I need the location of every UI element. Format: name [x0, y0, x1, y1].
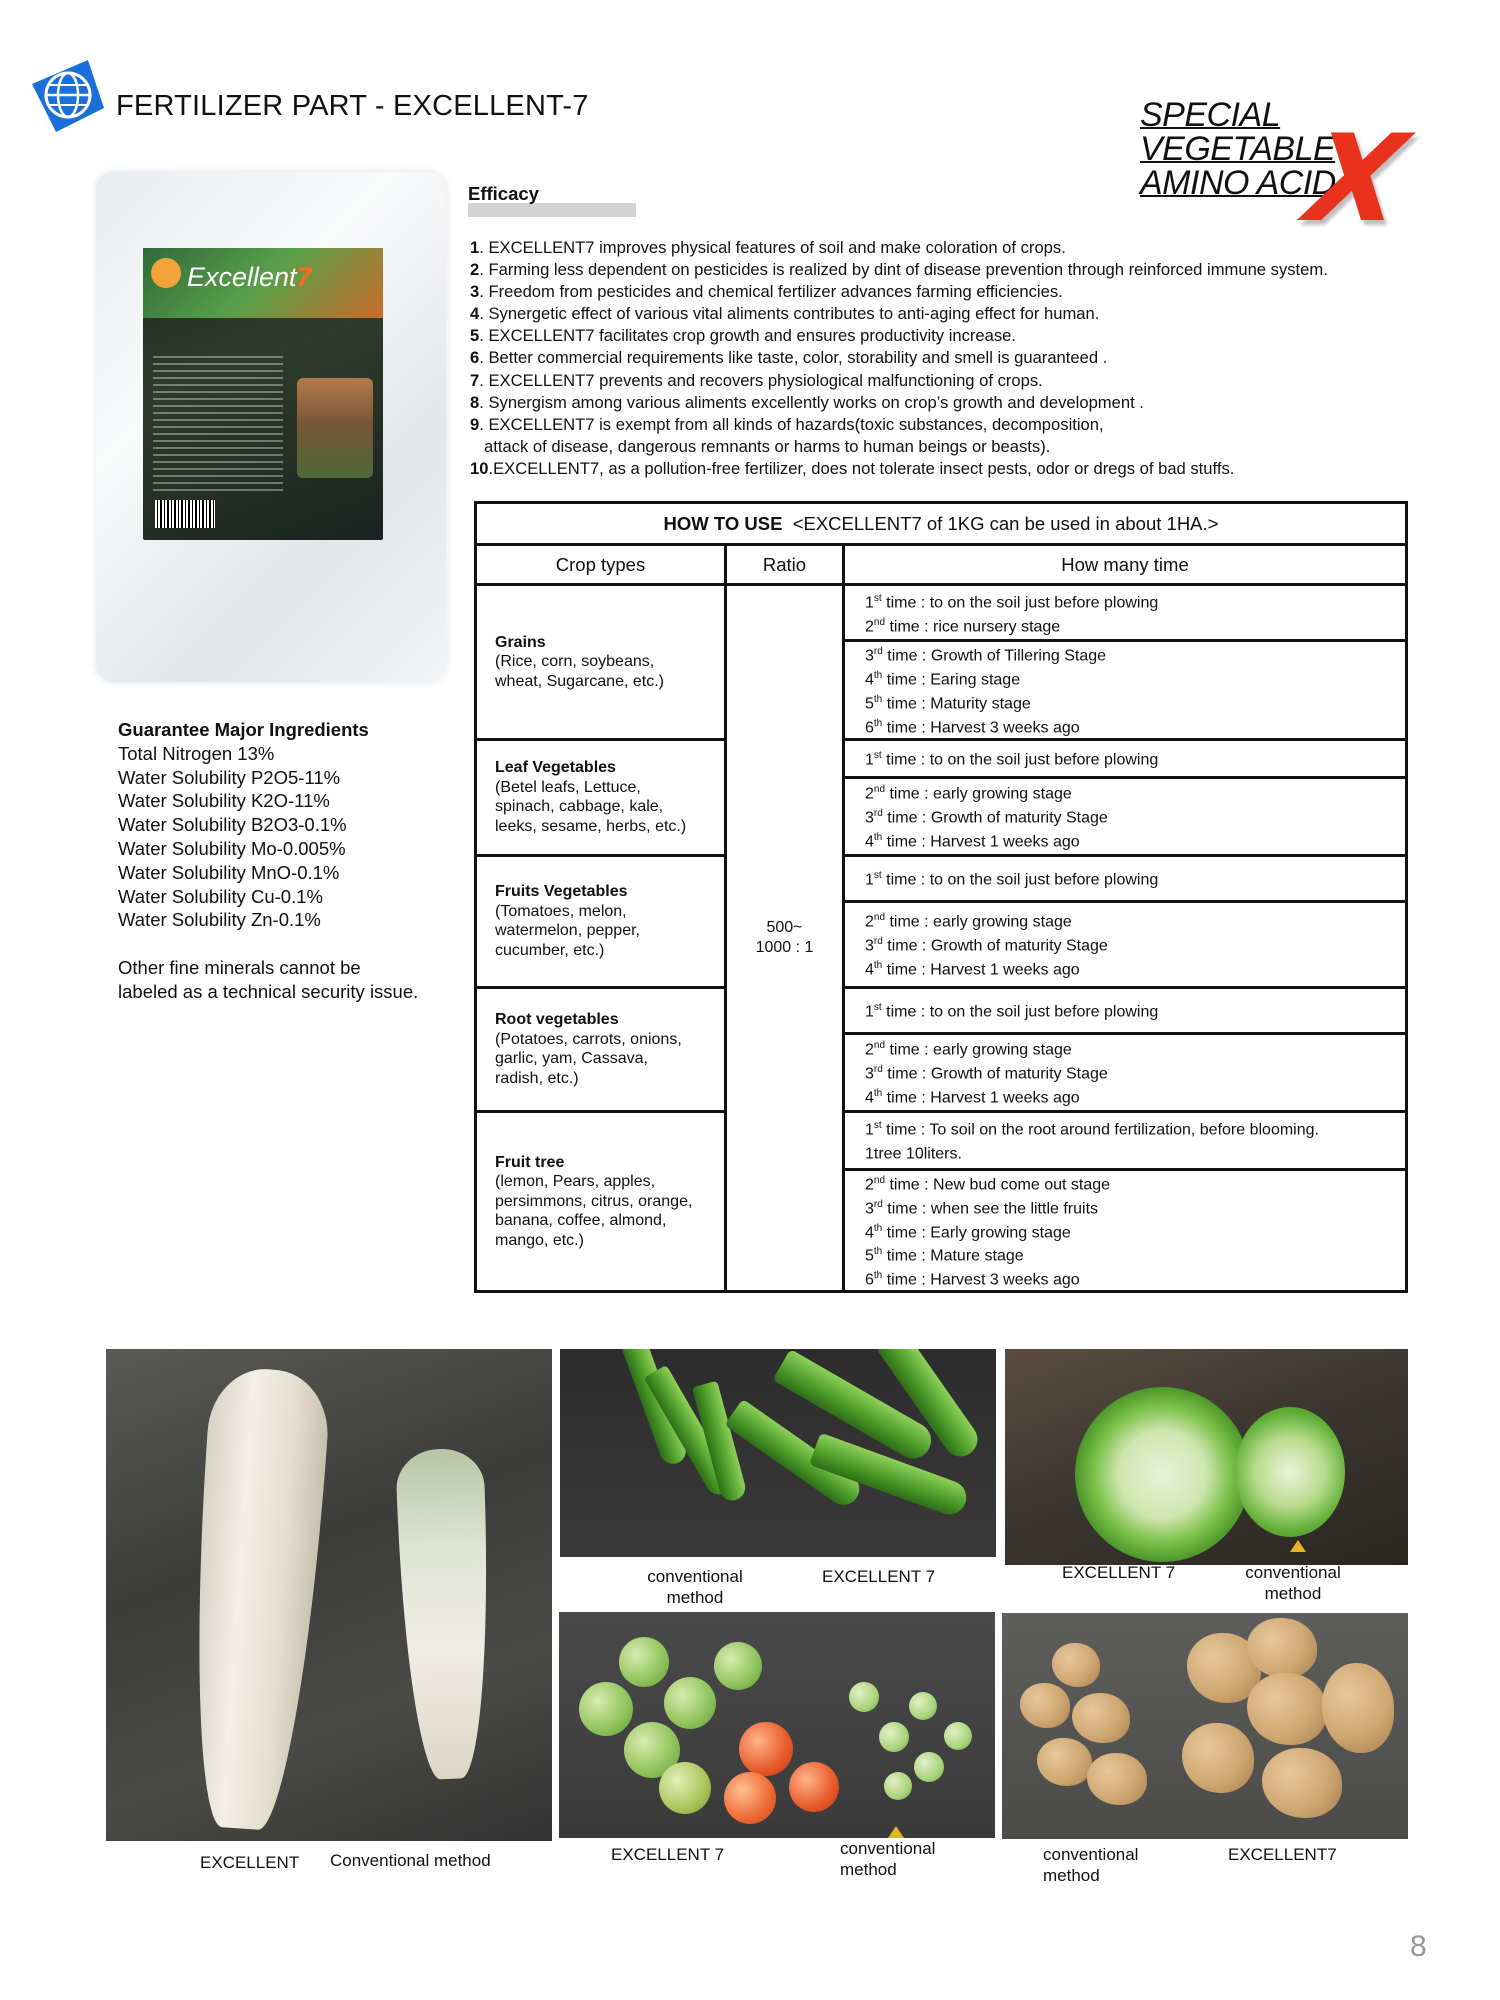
table-title: HOW TO USE <EXCELLENT7 of 1KG can be used in about 1HA.>: [476, 503, 1407, 545]
ratio-cell: 500~ 1000 : 1: [726, 585, 844, 1292]
guarantee-item: Water Solubility MnO-0.1%: [118, 861, 340, 883]
guarantee-item: Water Solubility B2O3-0.1%: [118, 814, 347, 836]
application-time-cell: [844, 901, 1407, 987]
guarantee-section: [118, 718, 448, 1004]
guarantee-item: Water Solubility Zn-0.1%: [118, 909, 321, 931]
tomato-comparison-photo: [559, 1612, 995, 1838]
application-time-cell: [844, 1033, 1407, 1111]
page-number: 8: [1410, 1930, 1427, 1963]
table-row: [476, 585, 1407, 641]
application-time-cell: [844, 777, 1407, 855]
application-time-line: 3rd time : Growth of Tillering Stage: [865, 646, 1107, 665]
crop-type-cell: Leaf Vegetables (Betel leafs, Lettuce, spinach, cabbage, kale, leeks, sesame, herbs, etc.): [476, 739, 726, 855]
application-time-cell: [844, 855, 1407, 901]
application-time-line: 4th time : Harvest 1 weeks ago: [865, 1088, 1080, 1107]
caption-tomato-excellent: EXCELLENT 7: [611, 1845, 725, 1864]
product-label: [143, 248, 383, 540]
application-time-cell: [844, 585, 1407, 641]
table-row: [476, 739, 1407, 777]
crop-type-cell: Fruits Vegetables (Tomatoes, melon, watermelon, pepper, cucumber, etc.): [476, 855, 726, 987]
application-time-line: 6th time : Harvest 3 weeks ago: [865, 1270, 1080, 1289]
pepper-crosssection-photo: [1005, 1349, 1408, 1565]
crop-type-cell: Root vegetables (Potatoes, carrots, onions, garlic, yam, Cassava, radish, etc.): [476, 987, 726, 1111]
application-time-cell: [844, 987, 1407, 1033]
crop-type-cell: Grains (Rice, corn, soybeans, wheat, Sugarcane, etc.): [476, 585, 726, 740]
caption-potato-excellent: EXCELLENT7: [1228, 1845, 1337, 1864]
guarantee-item: Water Solubility P2O5-11%: [118, 766, 341, 788]
efficacy-item: 10.EXCELLENT7, as a pollution-free fertilizer, does not tolerate insect pests, odor or dregs of bad stuffs.: [470, 458, 1235, 478]
guarantee-item: Water Solubility K2O-11%: [118, 790, 330, 812]
column-header-crop: Crop types: [476, 545, 726, 585]
efficacy-item: attack of disease, dangerous remnants or harms to human beings or beasts).: [484, 436, 1051, 456]
application-time-cell: [844, 1111, 1407, 1169]
marker-triangle-icon: [888, 1826, 904, 1838]
efficacy-underline: [468, 203, 636, 217]
pepper-comparison-photo: [560, 1349, 996, 1557]
application-time-line: 1st time : to on the soil just before plowing: [865, 1002, 1159, 1021]
application-time-line: 4th time : Harvest 1 weeks ago: [865, 832, 1080, 851]
efficacy-heading: Efficacy: [468, 183, 539, 204]
application-time-line: 5th time : Mature stage: [865, 1246, 1024, 1265]
brand-line-2: VEGETABLE: [1140, 130, 1336, 168]
crop-type-cell: Fruit tree (lemon, Pears, apples, persimmons, citrus, orange, banana, coffee, almond, mango, etc.): [476, 1111, 726, 1292]
efficacy-item: 2. Farming less dependent on pesticides is realized by dint of disease prevention through reinforced immune system.: [470, 260, 1328, 280]
caption-pepcut-conventional: conventional method: [1245, 1563, 1341, 1603]
table-row: [476, 987, 1407, 1033]
efficacy-item: 3. Freedom from pesticides and chemical fertilizer advances farming efficiencies.: [470, 282, 1063, 302]
barcode-icon: [155, 500, 215, 528]
application-time-line: 2nd time : rice nursery stage: [865, 616, 1061, 635]
application-time-cell: [844, 641, 1407, 740]
brand-line-3: AMINO ACID: [1140, 164, 1336, 202]
application-time-line: 4th time : Earing stage: [865, 669, 1021, 689]
column-header-ratio: Ratio: [726, 545, 844, 585]
application-time-line: 2nd time : early growing stage: [865, 1040, 1072, 1059]
efficacy-item: 5. EXCELLENT7 facilitates crop growth and ensures productivity increase.: [470, 326, 1017, 346]
guarantee-item: Water Solubility Mo-0.005%: [118, 837, 346, 859]
application-time-line: 5th time : Maturity stage: [865, 693, 1031, 713]
brand-line-1: SPECIAL: [1140, 96, 1281, 134]
table-row: [476, 1111, 1407, 1169]
application-time-line: 2nd time : early growing stage: [865, 912, 1072, 931]
farmer-photo: [297, 378, 373, 478]
application-time-cell: [844, 739, 1407, 777]
product-bag-image: [96, 172, 446, 682]
guarantee-note: Other fine minerals cannot be: [118, 957, 361, 979]
efficacy-item: 8. Synergism among various aliments excellently works on crop’s growth and development .: [470, 392, 1144, 412]
efficacy-item: 7. EXCELLENT7 prevents and recovers physiological malfunctioning of crops.: [470, 370, 1043, 390]
efficacy-item: 4. Synergetic effect of various vital aliments contributes to anti-aging effect for human.: [470, 304, 1100, 324]
caption-pepper-excellent: EXCELLENT 7: [822, 1567, 936, 1586]
application-time-line: 1st time : to on the soil just before plowing: [865, 592, 1159, 611]
application-time-line: 6th time : Harvest 3 weeks ago: [865, 717, 1080, 737]
how-to-use-table: [474, 501, 1408, 1293]
caption-potato-conventional: conventional method: [1043, 1845, 1139, 1885]
application-time-line: 4th time : Harvest 1 weeks ago: [865, 960, 1080, 979]
radish-comparison-photo: [106, 1349, 552, 1841]
application-time-cell: [844, 1169, 1407, 1292]
efficacy-list: [470, 237, 1470, 480]
application-time-line: 2nd time : early growing stage: [865, 784, 1072, 803]
application-time-line: 1st time : to on the soil just before plowing: [865, 870, 1159, 889]
application-time-line: 2nd time : New bud come out stage: [865, 1174, 1111, 1194]
caption-radish-conventional: Conventional method: [330, 1851, 491, 1870]
application-time-line: 3rd time : Growth of maturity Stage: [865, 936, 1108, 955]
label-badge-icon: [151, 258, 181, 288]
caption-pepper-conventional: conventional method: [647, 1567, 743, 1607]
application-time-line: 1tree 10liters.: [865, 1145, 962, 1163]
marker-triangle-icon: [1290, 1540, 1306, 1552]
guarantee-heading: Guarantee Major Ingredients: [118, 719, 369, 740]
column-header-times: How many time: [844, 545, 1407, 585]
caption-radish-excellent: EXCELLENT: [200, 1853, 300, 1872]
efficacy-item: 6. Better commercial requirements like taste, color, storability and smell is guaranteed .: [470, 348, 1108, 368]
efficacy-item: 1. EXCELLENT7 improves physical features of soil and make coloration of crops.: [470, 238, 1066, 257]
brand-x-letter: X: [1297, 110, 1415, 249]
guarantee-item: Water Solubility Cu-0.1%: [118, 885, 323, 907]
application-time-line: 1st time : to on the soil just before plowing: [865, 750, 1159, 769]
efficacy-item: 9. EXCELLENT7 is exempt from all kinds of hazards(toxic substances, decomposition,: [470, 414, 1104, 434]
table-row: [476, 855, 1407, 901]
application-time-line: 4th time : Early growing stage: [865, 1222, 1071, 1241]
application-time-line: 3rd time : when see the little fruits: [865, 1198, 1099, 1217]
caption-pepcut-excellent: EXCELLENT 7: [1062, 1563, 1176, 1582]
guarantee-note: labeled as a technical security issue.: [118, 980, 419, 1002]
brand-mark: [1140, 96, 1440, 249]
potato-comparison-photo: [1002, 1613, 1408, 1839]
caption-tomato-conventional: conventional method: [840, 1839, 936, 1879]
application-time-line: 1st time : To soil on the root around fertilization, before blooming.: [865, 1120, 1319, 1139]
application-time-line: 3rd time : Growth of maturity Stage: [865, 1064, 1108, 1083]
company-logo: [26, 54, 108, 136]
application-time-line: 3rd time : Growth of maturity Stage: [865, 808, 1108, 827]
product-label-name: Excellent7: [187, 262, 312, 292]
page-title: FERTILIZER PART - EXCELLENT-7: [116, 90, 589, 122]
guarantee-item: Total Nitrogen 13%: [118, 742, 275, 764]
